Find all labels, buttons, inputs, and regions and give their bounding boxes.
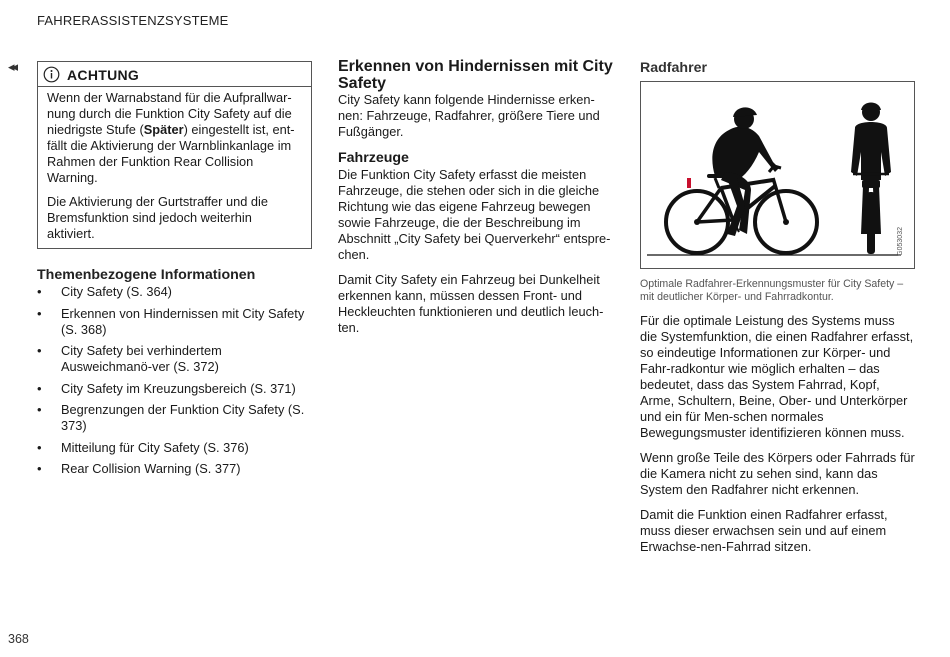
vehicles-paragraph-1: Die Funktion City Safety erfasst die meisten Fahrzeuge, die stehen oder sich in die gleiche Richtung wie das eigene Fahrzeug bewegen sowie Fahrzeuge, die der Beschreibung im Abschnitt „City Safety bei Querverkehr“ entspre-chen. [338, 167, 611, 262]
warning-paragraph-2: Die Aktivierung der Gurtstraffer und die Bremsfunktion sind jedoch weiterhin aktiviert. [47, 194, 268, 241]
related-link[interactable]: • City Safety bei verhindertem Ausweichmanö-ver (S. 372) [37, 343, 312, 375]
related-link[interactable]: • Mitteilung für City Safety (S. 376) [37, 440, 312, 456]
related-heading: Themenbezogene Informationen [37, 267, 256, 283]
section-header: FAHRERASSISTENZSYSTEME [37, 13, 229, 28]
right-column [640, 58, 915, 564]
warning-title: ACHTUNG [67, 66, 140, 83]
illustration-code: G053032 [897, 227, 904, 256]
cyclist-heading: Radfahrer [640, 60, 708, 76]
cyclist-illustration [640, 81, 915, 269]
cyclist-paragraph-3: Damit die Funktion einen Radfahrer erfasst, muss dieser erwachsen sein und auf einem Erwachse-nen-Fahrrad sitzen. [640, 507, 888, 554]
intro-paragraph: City Safety kann folgende Hindernisse erken-nen: Fahrzeuge, Radfahrer, größere Tiere und Fußgänger. [338, 92, 600, 139]
related-link[interactable]: • Begrenzungen der Funktion City Safety (S. 373) [37, 402, 312, 434]
middle-column [338, 58, 613, 345]
rear-cyclist-silhouette [851, 103, 891, 255]
related-list [37, 284, 312, 477]
info-icon [43, 66, 60, 83]
related-link[interactable]: • Erkennen von Hindernissen mit City Safety (S. 368) [37, 306, 312, 338]
warning-header [38, 62, 311, 87]
illustration-caption: Optimale Radfahrer-Erkennungsmuster für City Safety – mit deutlicher Körper- und Fahrradkontur. [640, 278, 904, 303]
warning-emphasis: Später [143, 122, 184, 137]
left-column [37, 58, 312, 483]
vehicles-paragraph-2: Damit City Safety ein Fahrzeug bei Dunkelheit erkennen kann, müssen dessen Front- und Heckleuchten funktionieren und deutlich leuch-ten. [338, 272, 604, 335]
warning-paragraph-1: Wenn der Warnabstand für die Aufprallwar-nung durch die Funktion City Safety auf die niedrigste Stufe (Später) eingestellt ist, ent-fällt die Aktivierung der Warnblinkanlage im Rahmen der Funktion Rear Collision Warning. [47, 90, 295, 185]
page-number: 368 [8, 632, 29, 646]
back-arrows-icon[interactable]: ◂◂ [8, 59, 16, 74]
related-link[interactable]: • City Safety im Kreuzungsbereich (S. 371) [37, 381, 312, 397]
rear-reflector [687, 178, 691, 188]
warning-body [38, 87, 311, 248]
related-link[interactable]: • City Safety (S. 364) [37, 284, 312, 300]
cyclist-paragraph-2: Wenn große Teile des Körpers oder Fahrrads für die Kamera nicht zu sehen sind, kann das System den Radfahrer nicht erkennen. [640, 450, 915, 497]
warning-box [37, 61, 312, 249]
cyclist-paragraph-1: Für die optimale Leistung des Systems muss die Systemfunktion, die einen Radfahrer erfasst, so eindeutige Informationen zur Körper- und Fahr-radkontur wie möglich erhalten – das bedeutet, dass das System Fahrrad, Kopf, Arme, Schultern, Beine, Ober- und Unterkörper und ein für Men-schen normales Bewegungsmuster identifizieren können muss. [640, 313, 914, 440]
related-link[interactable]: • Rear Collision Warning (S. 377) [37, 461, 312, 477]
section-title: Erkennen von Hindernissen mit City Safety [338, 58, 613, 92]
vehicles-heading: Fahrzeuge [338, 150, 409, 166]
